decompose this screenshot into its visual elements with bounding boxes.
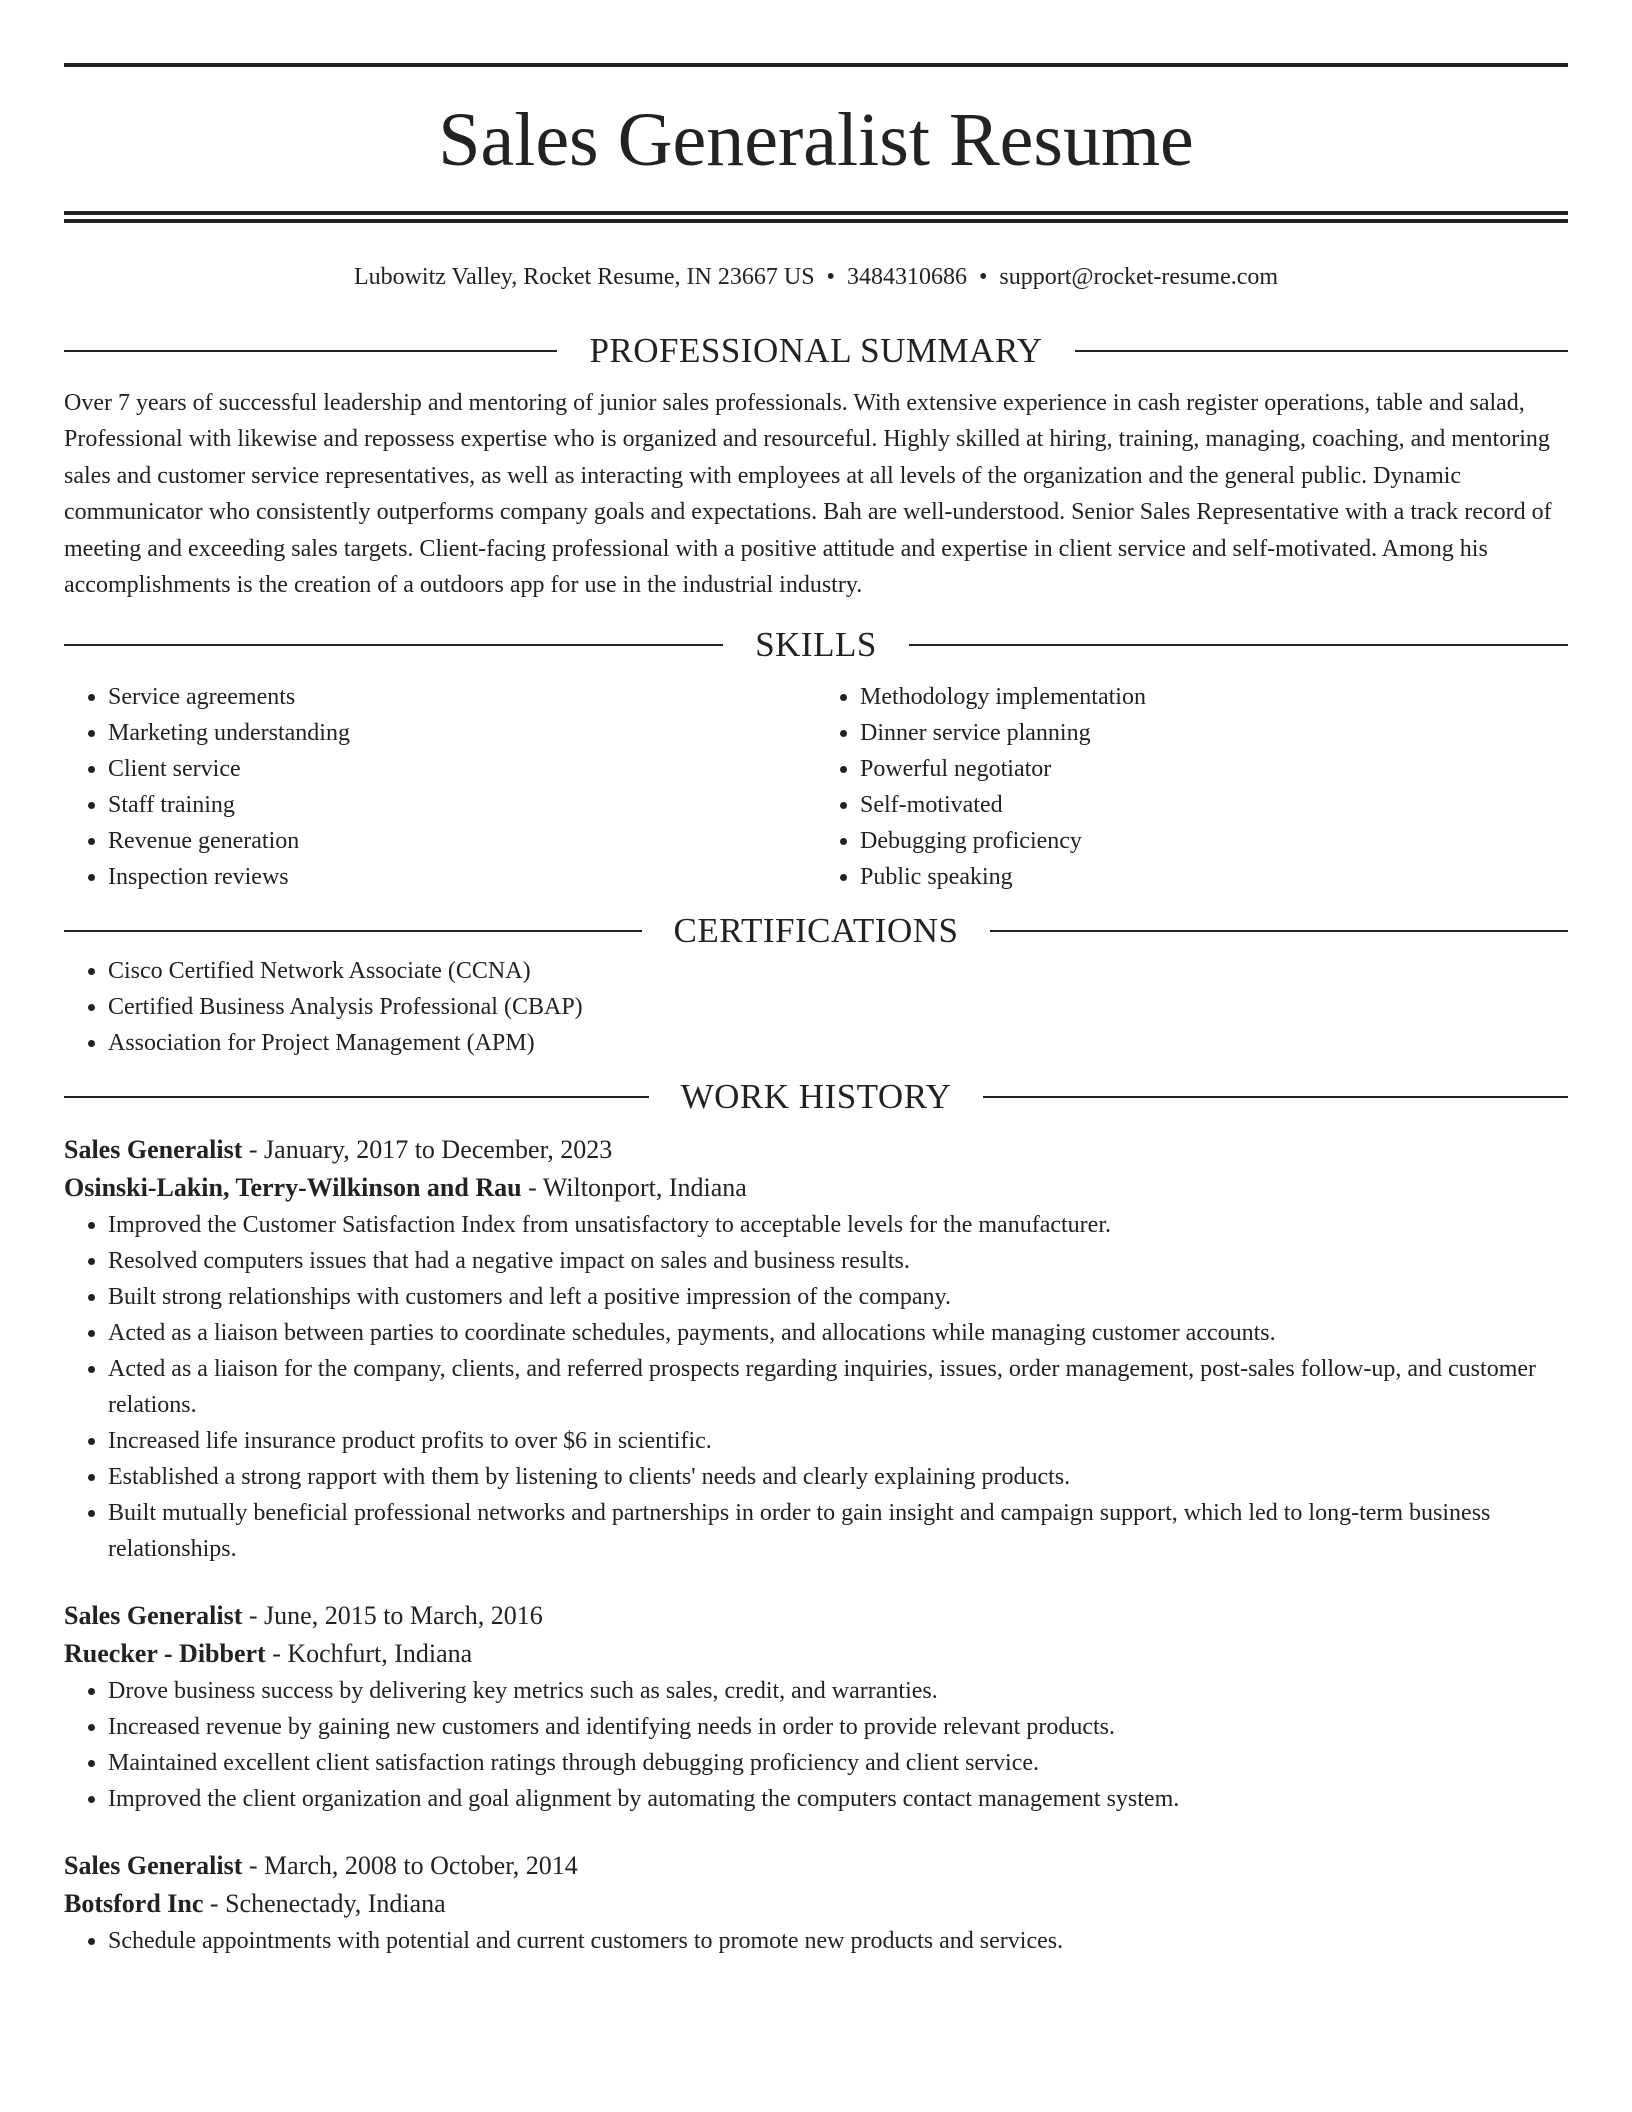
job-company: Osinski-Lakin, Terry-Wilkinson and Rau <box>64 1173 522 1203</box>
skill-item: • Revenue generation <box>108 823 816 859</box>
divider <box>1075 350 1568 352</box>
skills-list <box>64 679 1568 895</box>
job-company-line <box>64 1169 1568 1207</box>
job-bullets <box>64 1673 1568 1817</box>
job-location: - Kochfurt, Indiana <box>265 1639 473 1669</box>
skill-item: • Staff training <box>108 787 816 823</box>
contact-email: support@rocket-resume.com <box>999 264 1279 290</box>
divider <box>64 644 723 646</box>
job-company-line <box>64 1885 1568 1923</box>
job-bullet: • Maintained excellent client satisfaction ratings through debugging proficiency and client service. <box>108 1745 1568 1781</box>
section-title-work-history: WORK HISTORY <box>680 1077 952 1117</box>
skill-item: • Public speaking <box>860 859 1568 895</box>
job-bullet: • Acted as a liaison between parties to coordinate schedules, payments, and allocations while managing customer accounts. <box>108 1315 1568 1351</box>
job-location: - Wiltonport, Indiana <box>521 1173 747 1203</box>
title-double-rule <box>64 211 1568 223</box>
certifications-list <box>64 953 1568 1061</box>
job-entry <box>64 1847 1568 1959</box>
job-bullet: • Improved the client organization and goal alignment by automating the computers contact management system. <box>108 1781 1568 1817</box>
job-dates: - January, 2017 to December, 2023 <box>242 1135 613 1165</box>
job-entry <box>64 1131 1568 1567</box>
job-bullet: • Established a strong rapport with them by listening to clients' needs and clearly explaining products. <box>108 1459 1568 1495</box>
divider <box>990 930 1568 932</box>
skills-column-right <box>816 679 1568 895</box>
job-location: - Schenectady, Indiana <box>203 1889 446 1919</box>
skill-item: • Powerful negotiator <box>860 751 1568 787</box>
job-bullet: • Improved the Customer Satisfaction Index from unsatisfactory to acceptable levels for the manufacturer. <box>108 1207 1568 1243</box>
divider <box>64 350 557 352</box>
job-dates: - June, 2015 to March, 2016 <box>242 1601 543 1631</box>
divider <box>64 930 642 932</box>
job-title: Sales Generalist <box>64 1601 243 1631</box>
skill-item: • Marketing understanding <box>108 715 816 751</box>
page-title: Sales Generalist Resume <box>438 98 1194 182</box>
skill-item: • Methodology implementation <box>860 679 1568 715</box>
contact-separator: • <box>826 264 835 290</box>
job-bullet: • Increased life insurance product profits to over $6 in scientific. <box>108 1423 1568 1459</box>
certification-item: • Certified Business Analysis Professional (CBAP) <box>108 989 1568 1025</box>
job-bullets <box>64 1207 1568 1567</box>
certification-item: • Cisco Certified Network Associate (CCNA) <box>108 953 1568 989</box>
job-bullets <box>64 1923 1568 1959</box>
contact-line <box>64 261 1568 293</box>
job-entry <box>64 1597 1568 1817</box>
divider <box>64 1096 649 1098</box>
job-bullet: • Increased revenue by gaining new customers and identifying needs in order to provide relevant products. <box>108 1709 1568 1745</box>
job-title-line <box>64 1597 1568 1635</box>
skill-item: • Client service <box>108 751 816 787</box>
job-title-line <box>64 1131 1568 1169</box>
section-title-summary: PROFESSIONAL SUMMARY <box>589 331 1043 370</box>
contact-phone: 3484310686 <box>846 264 967 290</box>
job-bullet: • Resolved computers issues that had a negative impact on sales and business results. <box>108 1243 1568 1279</box>
section-title-certifications: CERTIFICATIONS <box>673 911 959 951</box>
divider <box>983 1096 1568 1098</box>
job-dates: - March, 2008 to October, 2014 <box>242 1851 578 1881</box>
job-title-line <box>64 1847 1568 1885</box>
job-bullet: • Drove business success by delivering key metrics such as sales, credit, and warranties. <box>108 1673 1568 1709</box>
skills-column-left <box>64 679 816 895</box>
skill-item: • Inspection reviews <box>108 859 816 895</box>
section-header-work-history <box>64 1075 1568 1119</box>
job-bullet: • Acted as a liaison for the company, clients, and referred prospects regarding inquiries, issues, order management, post-sales follow-up, and customer relations. <box>108 1351 1568 1423</box>
job-bullet: • Built strong relationships with customers and left a positive impression of the company. <box>108 1279 1568 1315</box>
job-bullet: • Built mutually beneficial professional networks and partnerships in order to gain insight and campaign support, which led to long-term business relationships. <box>108 1495 1568 1567</box>
section-header-summary <box>64 329 1568 373</box>
section-header-skills <box>64 623 1568 667</box>
skill-item: • Service agreements <box>108 679 816 715</box>
contact-address: Lubowitz Valley, Rocket Resume, IN 23667 US <box>353 264 815 290</box>
certification-item: • Association for Project Management (APM) <box>108 1025 1568 1061</box>
job-title: Sales Generalist <box>64 1135 243 1165</box>
divider <box>909 644 1568 646</box>
section-title-skills: SKILLS <box>755 625 877 665</box>
job-title: Sales Generalist <box>64 1851 243 1881</box>
summary-text: Over 7 years of successful leadership and mentoring of junior sales professionals. With extensive experience in cash register operations, table and salad, Professional with likewise and repossess expertise who is organized and resourceful. Highly skilled at hiring, training, managing, coaching, and mentoring sales and customer service representatives, as well as interacting with employees at all levels of the organization and the general public. Dynamic communicator who consistently outperforms company goals and expectations. Bah are well-understood. Senior Sales Representative with a track record of meeting and exceeding sales targets. Client-facing professional with a positive attitude and expertise in client service and self-motivated. Among his accomplishments is the creation of a outdoors app for use in the industrial industry. <box>64 390 1552 599</box>
skill-item: • Self-motivated <box>860 787 1568 823</box>
skill-item: • Debugging proficiency <box>860 823 1568 859</box>
job-company: Botsford Inc <box>64 1889 204 1919</box>
section-header-certifications <box>64 909 1568 953</box>
skill-item: • Dinner service planning <box>860 715 1568 751</box>
job-company: Ruecker - Dibbert <box>64 1639 266 1669</box>
job-company-line <box>64 1635 1568 1673</box>
contact-separator: • <box>978 264 988 290</box>
job-bullet: • Schedule appointments with potential and current customers to promote new products and services. <box>108 1923 1568 1959</box>
